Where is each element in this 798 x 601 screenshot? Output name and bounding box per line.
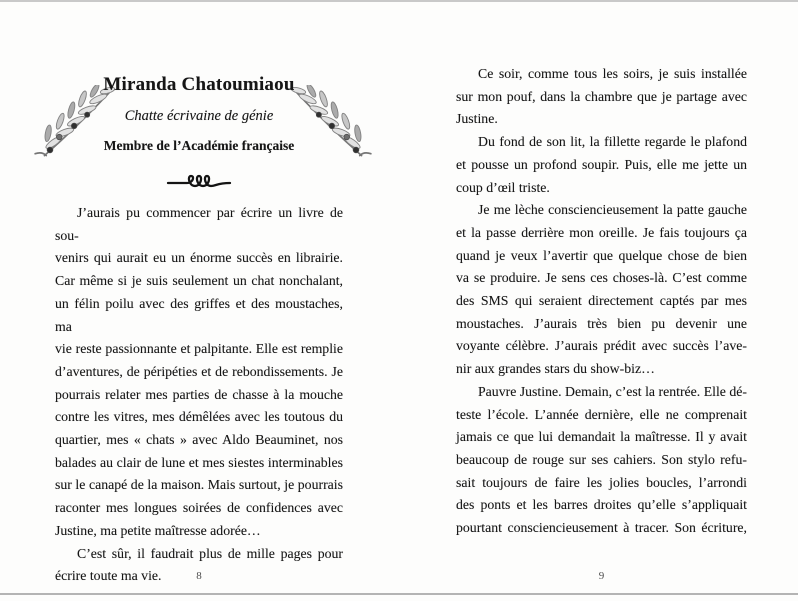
text-line: Ce soir, comme tous les soirs, je suis installée <box>478 66 747 81</box>
paragraph <box>456 381 747 540</box>
text-line: pourtant consciencieusement à tracer. Son écriture, <box>456 520 747 536</box>
text-line: des ponts et les barres droites qu’elle s’appliquait <box>456 497 747 513</box>
author-role: Chatte écrivaine de génie <box>124 108 274 124</box>
text-line: sur le canapé de la maison. Mais surtout, je pourrais <box>55 477 343 493</box>
text-line: beaucoup de rouge sur ses cahiers. Son stylo refu- <box>456 451 747 467</box>
text-line: contre les vitres, mes démêlées avec les toutous du <box>55 409 343 425</box>
text-line: des SMS qui seraient directement captés par mes <box>456 293 747 309</box>
text-line: un félin poilu avec des griffes et des moustaches, ma <box>55 295 343 334</box>
text-line: teste l’école. L’année dernière, elle ne comprenait <box>456 406 747 422</box>
author-name: Miranda Chatoumiaou <box>103 74 295 95</box>
text-line: Du fond de son lit, la fillette regarde le plafond <box>478 134 747 150</box>
paragraph <box>456 63 747 131</box>
page-number-left: 8 <box>196 570 202 582</box>
page-right <box>456 0 747 601</box>
left-page-text <box>55 202 343 588</box>
text-line: moustaches. J’aurais très bien pu devenir une <box>456 315 747 331</box>
text-line: Car même si je suis seulement un chat nonchalant, <box>55 273 343 289</box>
text-line: raconter mes longues soirées de confidences avec <box>55 500 343 516</box>
text-line: et pousse un profond soupir. Puis, elle me jette un <box>456 156 747 172</box>
right-page-text <box>456 63 747 540</box>
text-line: quand je veux l’avertir que quelque chose de bien <box>456 247 747 263</box>
text-line: voyante célèbre. J’aurais prédit avec succès l’ave- <box>456 338 747 354</box>
text-line: Justine. <box>456 111 498 127</box>
text-line: écrire toute ma vie. <box>55 568 162 584</box>
text-line: jamais ce que lui demandait la maîtresse. Il y avait <box>456 429 747 445</box>
text-line: et la passe derrière mon oreille. Je fais toujours ça <box>456 224 747 240</box>
author-affiliation: Membre de l’Académie française <box>103 138 295 153</box>
page-number-right: 9 <box>598 570 605 582</box>
text-line: Je me lèche consciencieusement la patte gauche <box>478 202 747 218</box>
paragraph <box>55 202 343 543</box>
text-line: sur mon pouf, dans la chambre que je partage avec <box>456 88 747 104</box>
rope-twist-divider-icon <box>166 171 232 191</box>
text-line: J’aurais pu commencer par écrire un livre de sou- <box>55 205 343 243</box>
text-line: nir aux grandes stars du show-biz… <box>456 361 655 377</box>
text-line: C’est sûr, il faudrait plus de mille pages pour <box>77 545 343 561</box>
text-line: pourrais relater mes parties de chasse à la mouche <box>55 386 343 402</box>
text-line: coup d’œil triste. <box>456 179 550 195</box>
bottom-edge-rule <box>0 593 798 595</box>
text-line: balades au clair de lune et mes siestes interminables <box>55 454 343 470</box>
page-left <box>55 0 343 601</box>
text-line: sait toujours de faire les jolies boucles, l’arrondi <box>456 474 747 490</box>
paragraph <box>456 131 747 199</box>
paragraph <box>456 199 747 381</box>
text-line: vie reste passionnante et palpitante. Elle est remplie <box>55 341 343 357</box>
text-line: Justine, ma petite maîtresse adorée… <box>55 522 261 538</box>
text-line: va se produire. Je sens ces choses-là. C’est comme <box>456 270 747 286</box>
text-line: Pauvre Justine. Demain, c’est la rentrée. Elle dé- <box>478 383 747 399</box>
text-line: d’aventures, de péripéties et de rebondissements. Je <box>55 363 343 379</box>
text-line: venirs qui aurait eu un énorme succès en librairie. <box>55 250 343 266</box>
text-line: quartier, mes « chats » avec Aldo Beauminet, nos <box>55 432 343 448</box>
